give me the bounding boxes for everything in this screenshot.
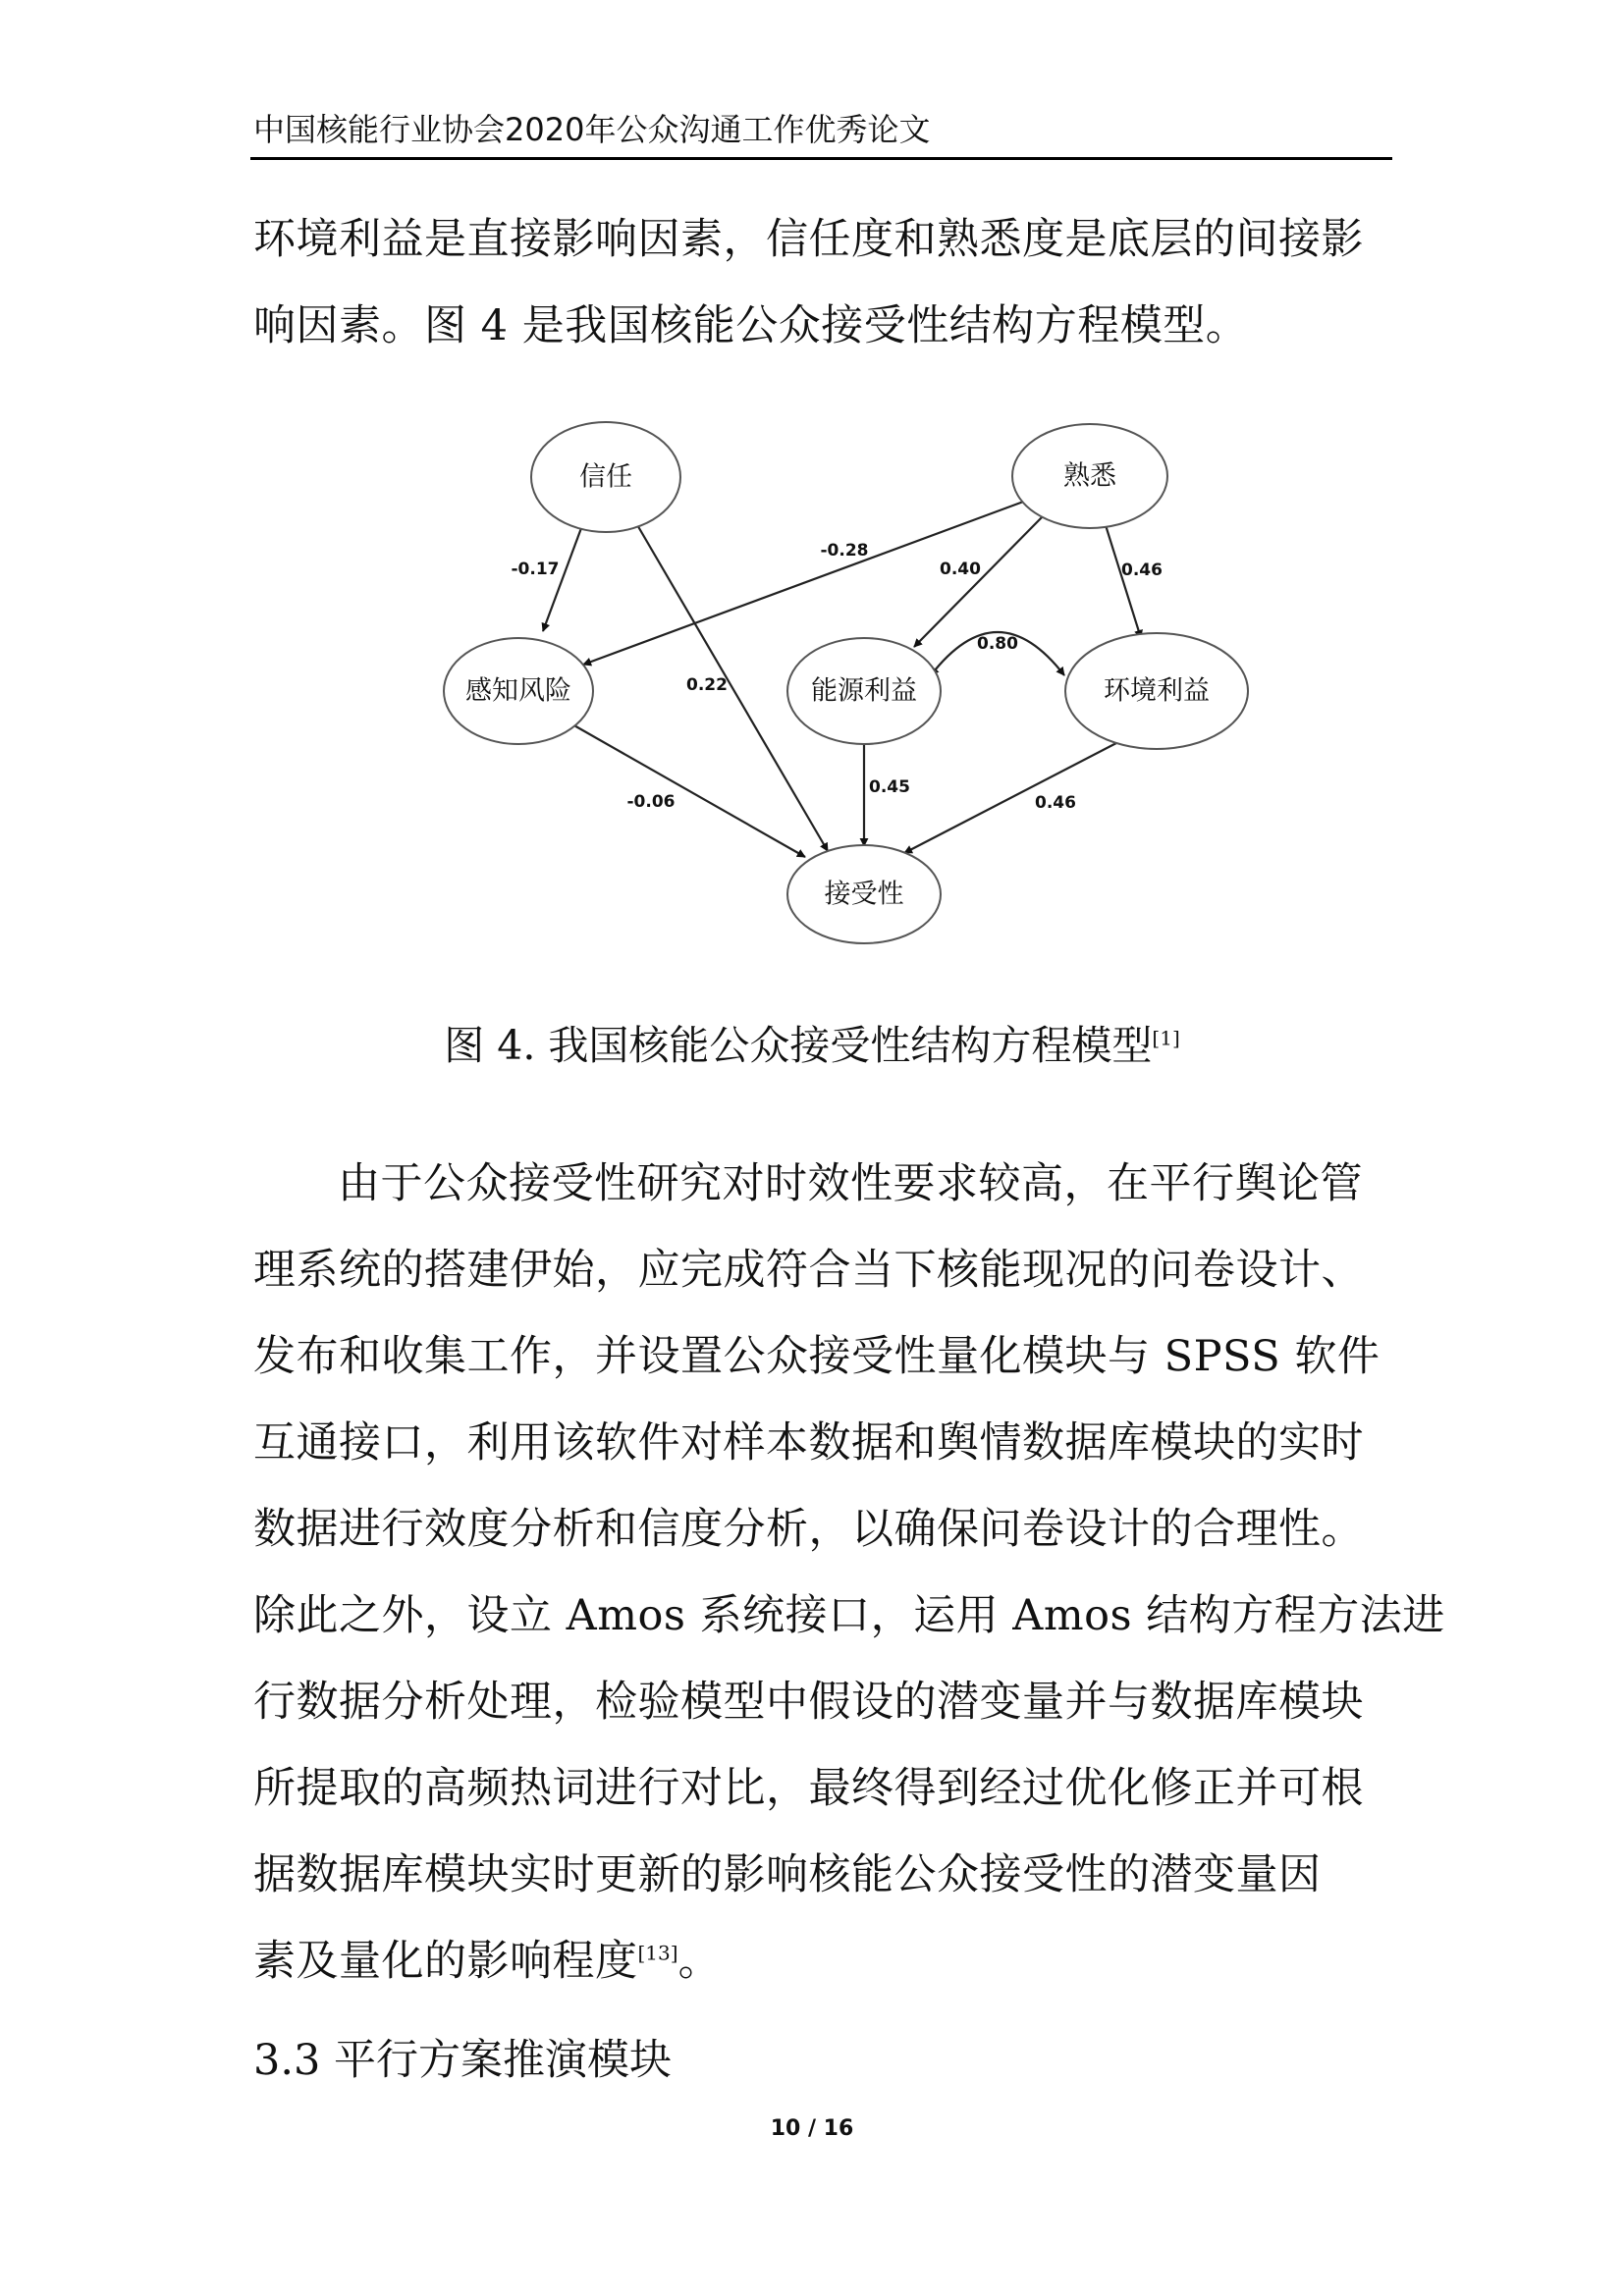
coef-trust-risk: -0.17 (511, 560, 560, 579)
coef-risk-acceptance: -0.06 (626, 792, 676, 812)
node-label-risk: 感知风险 (465, 675, 571, 707)
node-label-trust: 信任 (579, 461, 632, 493)
figure-caption (0, 1011, 1624, 1080)
body-citation: [13] (637, 1941, 678, 1965)
edge-familiarity-risk (583, 501, 1026, 665)
coef-trust-acceptance: 0.22 (686, 675, 728, 695)
edge-familiarity-environment (1106, 525, 1141, 638)
sem-diagram (0, 0, 1624, 982)
page-number: 10 / 16 (770, 2116, 854, 2141)
coef-environment-acceptance: 0.46 (1035, 793, 1076, 813)
figure-caption-text: 图 4. 我国核能公众接受性结构方程模型 (444, 1022, 1153, 1069)
body-last-line-text: 素及量化的影响程度 (253, 1937, 638, 1986)
body-line-7: 行数据分析处理，检验模型中假设的潜变量并与数据库模块 (253, 1678, 1364, 1727)
node-label-environment: 环境利益 (1104, 675, 1210, 707)
running-header: 中国核能行业协会2020年公众沟通工作优秀论文 (253, 111, 931, 148)
body-line-9: 据数据库模块实时更新的影响核能公众接受性的潜变量因 (253, 1850, 1322, 1899)
node-label-energy: 能源利益 (811, 675, 917, 707)
node-label-familiarity: 熟悉 (1063, 460, 1116, 492)
body-line-5: 数据进行效度分析和信度分析，以确保问卷设计的合理性。 (253, 1505, 1364, 1554)
body-line-1: 由于公众接受性研究对时效性要求较高，在平行舆论管 (338, 1159, 1363, 1208)
intro-line-1: 环境利益是直接影响因素，信任度和熟悉度是底层的间接影 (253, 215, 1364, 264)
body-last-line-end: 。 (677, 1937, 722, 1986)
section-heading: 3.3 平行方案推演模块 (253, 2036, 673, 2085)
coef-familiarity-risk: -0.28 (820, 541, 869, 561)
coef-energy-acceptance: 0.45 (869, 777, 910, 797)
node-label-acceptance: 接受性 (824, 879, 904, 910)
body-line-4: 互通接口，利用该软件对样本数据和舆情数据库模块的实时 (253, 1418, 1364, 1468)
edge-environment-acceptance (904, 743, 1116, 853)
coef-energy-environment: 0.80 (977, 634, 1018, 654)
body-line-6: 除此之外，设立 Amos 系统接口，运用 Amos 结构方程方法进 (253, 1591, 1445, 1640)
body-line-2: 理系统的搭建伊始，应完成符合当下核能现况的问卷设计、 (253, 1246, 1364, 1295)
edge-trust-risk (543, 528, 581, 631)
coef-familiarity-energy: 0.40 (940, 560, 981, 579)
coef-familiarity-environment: 0.46 (1121, 561, 1163, 580)
body-line-8: 所提取的高频热词进行对比，最终得到经过优化修正并可根 (253, 1764, 1364, 1813)
edge-risk-acceptance (572, 724, 805, 857)
figure-caption-citation: [1] (1152, 1026, 1180, 1050)
intro-line-2: 响因素。图 4 是我国核能公众接受性结构方程模型。 (253, 301, 1249, 350)
body-line-10 (253, 1918, 721, 2004)
body-line-3: 发布和收集工作，并设置公众接受性量化模块与 SPSS 软件 (253, 1332, 1380, 1381)
